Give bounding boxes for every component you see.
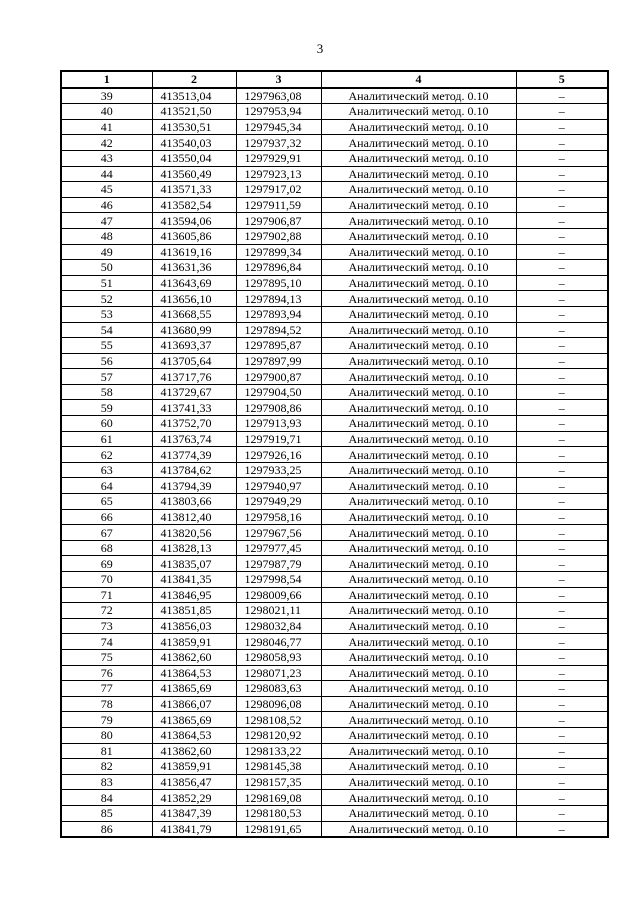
x-coordinate-cell: 413582,54	[152, 197, 236, 213]
table-row	[61, 696, 608, 712]
point-number-cell: 78	[61, 696, 152, 712]
point-number-cell: 52	[61, 291, 152, 307]
x-coordinate-cell: 413866,07	[152, 696, 236, 712]
method-cell: Аналитический метод. 0.10	[321, 338, 516, 354]
note-cell: –	[516, 104, 608, 120]
table-row	[61, 587, 608, 603]
point-number-cell: 48	[61, 228, 152, 244]
x-coordinate-cell: 413841,35	[152, 572, 236, 588]
x-coordinate-cell: 413668,55	[152, 306, 236, 322]
table-row	[61, 447, 608, 463]
point-number-cell: 77	[61, 681, 152, 697]
note-cell: –	[516, 322, 608, 338]
table-row	[61, 119, 608, 135]
note-cell: –	[516, 727, 608, 743]
y-coordinate-cell: 1297894,13	[236, 291, 321, 307]
note-cell: –	[516, 540, 608, 556]
table-row	[61, 166, 608, 182]
table-row	[61, 478, 608, 494]
y-coordinate-cell: 1298133,22	[236, 743, 321, 759]
method-cell: Аналитический метод. 0.10	[321, 587, 516, 603]
y-coordinate-cell: 1298169,08	[236, 790, 321, 806]
note-cell: –	[516, 369, 608, 385]
x-coordinate-cell: 413631,36	[152, 260, 236, 276]
table-row	[61, 291, 608, 307]
note-cell: –	[516, 431, 608, 447]
method-cell: Аналитический метод. 0.10	[321, 416, 516, 432]
table-row	[61, 821, 608, 837]
x-coordinate-cell: 413847,39	[152, 805, 236, 821]
table-row	[61, 603, 608, 619]
note-cell: –	[516, 228, 608, 244]
note-cell: –	[516, 260, 608, 276]
table-row	[61, 213, 608, 229]
table-row	[61, 743, 608, 759]
method-cell: Аналитический метод. 0.10	[321, 727, 516, 743]
table-row	[61, 104, 608, 120]
y-coordinate-cell: 1298120,92	[236, 727, 321, 743]
header-row	[61, 71, 608, 88]
note-cell: –	[516, 275, 608, 291]
x-coordinate-cell: 413784,62	[152, 462, 236, 478]
note-cell: –	[516, 291, 608, 307]
note-cell: –	[516, 681, 608, 697]
point-number-cell: 61	[61, 431, 152, 447]
method-cell: Аналитический метод. 0.10	[321, 213, 516, 229]
table-row	[61, 182, 608, 198]
y-coordinate-cell: 1297923,13	[236, 166, 321, 182]
x-coordinate-cell: 413605,86	[152, 228, 236, 244]
x-coordinate-cell: 413865,69	[152, 681, 236, 697]
y-coordinate-cell: 1297977,45	[236, 540, 321, 556]
method-cell: Аналитический метод. 0.10	[321, 135, 516, 151]
table-row	[61, 353, 608, 369]
table-row	[61, 790, 608, 806]
table-row	[61, 618, 608, 634]
table-row	[61, 369, 608, 385]
note-cell: –	[516, 572, 608, 588]
y-coordinate-cell: 1297929,91	[236, 150, 321, 166]
method-cell: Аналитический метод. 0.10	[321, 150, 516, 166]
method-cell: Аналитический метод. 0.10	[321, 119, 516, 135]
y-coordinate-cell: 1298145,38	[236, 759, 321, 775]
point-number-cell: 47	[61, 213, 152, 229]
method-cell: Аналитический метод. 0.10	[321, 306, 516, 322]
point-number-cell: 71	[61, 587, 152, 603]
note-cell: –	[516, 821, 608, 837]
point-number-cell: 81	[61, 743, 152, 759]
table-row	[61, 400, 608, 416]
note-cell: –	[516, 478, 608, 494]
y-coordinate-cell: 1297940,97	[236, 478, 321, 494]
point-number-cell: 44	[61, 166, 152, 182]
note-cell: –	[516, 150, 608, 166]
method-cell: Аналитический метод. 0.10	[321, 618, 516, 634]
method-cell: Аналитический метод. 0.10	[321, 509, 516, 525]
point-number-cell: 66	[61, 509, 152, 525]
point-number-cell: 43	[61, 150, 152, 166]
method-cell: Аналитический метод. 0.10	[321, 665, 516, 681]
method-cell: Аналитический метод. 0.10	[321, 228, 516, 244]
note-cell: –	[516, 88, 608, 104]
note-cell: –	[516, 525, 608, 541]
note-cell: –	[516, 587, 608, 603]
y-coordinate-cell: 1298191,65	[236, 821, 321, 837]
note-cell: –	[516, 306, 608, 322]
x-coordinate-cell: 413865,69	[152, 712, 236, 728]
note-cell: –	[516, 353, 608, 369]
point-number-cell: 51	[61, 275, 152, 291]
point-number-cell: 83	[61, 774, 152, 790]
note-cell: –	[516, 416, 608, 432]
method-cell: Аналитический метод. 0.10	[321, 88, 516, 104]
method-cell: Аналитический метод. 0.10	[321, 260, 516, 276]
method-cell: Аналитический метод. 0.10	[321, 322, 516, 338]
table-body	[61, 88, 608, 838]
note-cell: –	[516, 805, 608, 821]
method-cell: Аналитический метод. 0.10	[321, 384, 516, 400]
note-cell: –	[516, 759, 608, 775]
y-coordinate-cell: 1297937,32	[236, 135, 321, 151]
point-number-cell: 84	[61, 790, 152, 806]
point-number-cell: 49	[61, 244, 152, 260]
table-row	[61, 494, 608, 510]
x-coordinate-cell: 413571,33	[152, 182, 236, 198]
x-coordinate-cell: 413859,91	[152, 634, 236, 650]
y-coordinate-cell: 1297967,56	[236, 525, 321, 541]
x-coordinate-cell: 413864,53	[152, 665, 236, 681]
table-row	[61, 322, 608, 338]
x-coordinate-cell: 413741,33	[152, 400, 236, 416]
table-row	[61, 260, 608, 276]
x-coordinate-cell: 413560,49	[152, 166, 236, 182]
header-cell-5: 5	[516, 71, 608, 88]
x-coordinate-cell: 413752,70	[152, 416, 236, 432]
table-row	[61, 805, 608, 821]
method-cell: Аналитический метод. 0.10	[321, 197, 516, 213]
method-cell: Аналитический метод. 0.10	[321, 572, 516, 588]
y-coordinate-cell: 1297949,29	[236, 494, 321, 510]
point-number-cell: 62	[61, 447, 152, 463]
y-coordinate-cell: 1298058,93	[236, 649, 321, 665]
method-cell: Аналитический метод. 0.10	[321, 244, 516, 260]
note-cell: –	[516, 556, 608, 572]
x-coordinate-cell: 413513,04	[152, 88, 236, 104]
point-number-cell: 57	[61, 369, 152, 385]
note-cell: –	[516, 197, 608, 213]
point-number-cell: 41	[61, 119, 152, 135]
method-cell: Аналитический метод. 0.10	[321, 182, 516, 198]
y-coordinate-cell: 1297926,16	[236, 447, 321, 463]
x-coordinate-cell: 413693,37	[152, 338, 236, 354]
x-coordinate-cell: 413729,67	[152, 384, 236, 400]
method-cell: Аналитический метод. 0.10	[321, 649, 516, 665]
x-coordinate-cell: 413521,50	[152, 104, 236, 120]
point-number-cell: 76	[61, 665, 152, 681]
table-row	[61, 727, 608, 743]
point-number-cell: 70	[61, 572, 152, 588]
y-coordinate-cell: 1298083,63	[236, 681, 321, 697]
method-cell: Аналитический метод. 0.10	[321, 478, 516, 494]
y-coordinate-cell: 1298108,52	[236, 712, 321, 728]
y-coordinate-cell: 1298032,84	[236, 618, 321, 634]
note-cell: –	[516, 338, 608, 354]
point-number-cell: 85	[61, 805, 152, 821]
y-coordinate-cell: 1298071,23	[236, 665, 321, 681]
point-number-cell: 79	[61, 712, 152, 728]
table-row	[61, 634, 608, 650]
table-row	[61, 135, 608, 151]
x-coordinate-cell: 413717,76	[152, 369, 236, 385]
table-row	[61, 665, 608, 681]
y-coordinate-cell: 1297894,52	[236, 322, 321, 338]
table-row	[61, 509, 608, 525]
note-cell: –	[516, 774, 608, 790]
x-coordinate-cell: 413763,74	[152, 431, 236, 447]
method-cell: Аналитический метод. 0.10	[321, 556, 516, 572]
x-coordinate-cell: 413856,03	[152, 618, 236, 634]
y-coordinate-cell: 1297998,54	[236, 572, 321, 588]
point-number-cell: 50	[61, 260, 152, 276]
x-coordinate-cell: 413841,79	[152, 821, 236, 837]
note-cell: –	[516, 462, 608, 478]
x-coordinate-cell: 413812,40	[152, 509, 236, 525]
method-cell: Аналитический метод. 0.10	[321, 696, 516, 712]
x-coordinate-cell: 413859,91	[152, 759, 236, 775]
point-number-cell: 82	[61, 759, 152, 775]
x-coordinate-cell: 413643,69	[152, 275, 236, 291]
y-coordinate-cell: 1297917,02	[236, 182, 321, 198]
y-coordinate-cell: 1297911,59	[236, 197, 321, 213]
y-coordinate-cell: 1297893,94	[236, 306, 321, 322]
y-coordinate-cell: 1297895,87	[236, 338, 321, 354]
y-coordinate-cell: 1297908,86	[236, 400, 321, 416]
table-row	[61, 384, 608, 400]
point-number-cell: 69	[61, 556, 152, 572]
y-coordinate-cell: 1297900,87	[236, 369, 321, 385]
y-coordinate-cell: 1297945,34	[236, 119, 321, 135]
method-cell: Аналитический метод. 0.10	[321, 104, 516, 120]
note-cell: –	[516, 400, 608, 416]
note-cell: –	[516, 119, 608, 135]
point-number-cell: 46	[61, 197, 152, 213]
method-cell: Аналитический метод. 0.10	[321, 462, 516, 478]
x-coordinate-cell: 413862,60	[152, 649, 236, 665]
y-coordinate-cell: 1298096,08	[236, 696, 321, 712]
note-cell: –	[516, 634, 608, 650]
note-cell: –	[516, 712, 608, 728]
y-coordinate-cell: 1298180,53	[236, 805, 321, 821]
method-cell: Аналитический метод. 0.10	[321, 540, 516, 556]
table-row	[61, 88, 608, 104]
x-coordinate-cell: 413774,39	[152, 447, 236, 463]
point-number-cell: 75	[61, 649, 152, 665]
point-number-cell: 73	[61, 618, 152, 634]
note-cell: –	[516, 790, 608, 806]
y-coordinate-cell: 1297897,99	[236, 353, 321, 369]
x-coordinate-cell: 413594,06	[152, 213, 236, 229]
point-number-cell: 58	[61, 384, 152, 400]
header-cell-1: 1	[61, 71, 152, 88]
method-cell: Аналитический метод. 0.10	[321, 681, 516, 697]
x-coordinate-cell: 413862,60	[152, 743, 236, 759]
table-row	[61, 462, 608, 478]
table-row	[61, 712, 608, 728]
x-coordinate-cell: 413864,53	[152, 727, 236, 743]
note-cell: –	[516, 166, 608, 182]
method-cell: Аналитический метод. 0.10	[321, 805, 516, 821]
y-coordinate-cell: 1297913,93	[236, 416, 321, 432]
method-cell: Аналитический метод. 0.10	[321, 634, 516, 650]
table-row	[61, 556, 608, 572]
table-row	[61, 540, 608, 556]
point-number-cell: 59	[61, 400, 152, 416]
point-number-cell: 80	[61, 727, 152, 743]
x-coordinate-cell: 413852,29	[152, 790, 236, 806]
header-cell-4: 4	[321, 71, 516, 88]
point-number-cell: 86	[61, 821, 152, 837]
table-row	[61, 244, 608, 260]
method-cell: Аналитический метод. 0.10	[321, 447, 516, 463]
y-coordinate-cell: 1298021,11	[236, 603, 321, 619]
point-number-cell: 54	[61, 322, 152, 338]
note-cell: –	[516, 494, 608, 510]
method-cell: Аналитический метод. 0.10	[321, 400, 516, 416]
x-coordinate-cell: 413835,07	[152, 556, 236, 572]
header-cell-3: 3	[236, 71, 321, 88]
y-coordinate-cell: 1297933,25	[236, 462, 321, 478]
point-number-cell: 68	[61, 540, 152, 556]
y-coordinate-cell: 1297906,87	[236, 213, 321, 229]
table-row	[61, 774, 608, 790]
y-coordinate-cell: 1297963,08	[236, 88, 321, 104]
method-cell: Аналитический метод. 0.10	[321, 603, 516, 619]
note-cell: –	[516, 743, 608, 759]
y-coordinate-cell: 1297899,34	[236, 244, 321, 260]
note-cell: –	[516, 244, 608, 260]
y-coordinate-cell: 1298009,66	[236, 587, 321, 603]
y-coordinate-cell: 1297953,94	[236, 104, 321, 120]
note-cell: –	[516, 135, 608, 151]
method-cell: Аналитический метод. 0.10	[321, 759, 516, 775]
y-coordinate-cell: 1297902,88	[236, 228, 321, 244]
y-coordinate-cell: 1297958,16	[236, 509, 321, 525]
point-number-cell: 53	[61, 306, 152, 322]
x-coordinate-cell: 413856,47	[152, 774, 236, 790]
method-cell: Аналитический метод. 0.10	[321, 166, 516, 182]
point-number-cell: 56	[61, 353, 152, 369]
point-number-cell: 63	[61, 462, 152, 478]
table-row	[61, 649, 608, 665]
method-cell: Аналитический метод. 0.10	[321, 494, 516, 510]
note-cell: –	[516, 182, 608, 198]
x-coordinate-cell: 413705,64	[152, 353, 236, 369]
x-coordinate-cell: 413803,66	[152, 494, 236, 510]
note-cell: –	[516, 213, 608, 229]
header-cell-2: 2	[152, 71, 236, 88]
method-cell: Аналитический метод. 0.10	[321, 774, 516, 790]
method-cell: Аналитический метод. 0.10	[321, 431, 516, 447]
method-cell: Аналитический метод. 0.10	[321, 743, 516, 759]
table-row	[61, 572, 608, 588]
table-row	[61, 759, 608, 775]
note-cell: –	[516, 696, 608, 712]
page-number: 3	[316, 41, 324, 56]
method-cell: Аналитический метод. 0.10	[321, 291, 516, 307]
x-coordinate-cell: 413828,13	[152, 540, 236, 556]
y-coordinate-cell: 1297896,84	[236, 260, 321, 276]
method-cell: Аналитический метод. 0.10	[321, 353, 516, 369]
method-cell: Аналитический метод. 0.10	[321, 821, 516, 837]
table-row	[61, 681, 608, 697]
point-number-cell: 74	[61, 634, 152, 650]
method-cell: Аналитический метод. 0.10	[321, 790, 516, 806]
table-row	[61, 525, 608, 541]
table-row	[61, 416, 608, 432]
x-coordinate-cell: 413550,04	[152, 150, 236, 166]
y-coordinate-cell: 1297987,79	[236, 556, 321, 572]
point-number-cell: 72	[61, 603, 152, 619]
table-row	[61, 228, 608, 244]
x-coordinate-cell: 413794,39	[152, 478, 236, 494]
point-number-cell: 65	[61, 494, 152, 510]
x-coordinate-cell: 413540,03	[152, 135, 236, 151]
note-cell: –	[516, 665, 608, 681]
point-number-cell: 67	[61, 525, 152, 541]
note-cell: –	[516, 618, 608, 634]
method-cell: Аналитический метод. 0.10	[321, 525, 516, 541]
table-row	[61, 275, 608, 291]
x-coordinate-cell: 413680,99	[152, 322, 236, 338]
x-coordinate-cell: 413820,56	[152, 525, 236, 541]
table-header	[61, 71, 608, 88]
x-coordinate-cell: 413851,85	[152, 603, 236, 619]
coordinates-table	[60, 70, 609, 838]
table-row	[61, 306, 608, 322]
table-row	[61, 150, 608, 166]
point-number-cell: 45	[61, 182, 152, 198]
point-number-cell: 55	[61, 338, 152, 354]
point-number-cell: 64	[61, 478, 152, 494]
table-row	[61, 431, 608, 447]
y-coordinate-cell: 1297919,71	[236, 431, 321, 447]
table-row	[61, 197, 608, 213]
y-coordinate-cell: 1297895,10	[236, 275, 321, 291]
table-row	[61, 338, 608, 354]
note-cell: –	[516, 384, 608, 400]
x-coordinate-cell: 413656,10	[152, 291, 236, 307]
method-cell: Аналитический метод. 0.10	[321, 712, 516, 728]
method-cell: Аналитический метод. 0.10	[321, 275, 516, 291]
y-coordinate-cell: 1298046,77	[236, 634, 321, 650]
note-cell: –	[516, 447, 608, 463]
note-cell: –	[516, 509, 608, 525]
point-number-cell: 60	[61, 416, 152, 432]
x-coordinate-cell: 413619,16	[152, 244, 236, 260]
y-coordinate-cell: 1298157,35	[236, 774, 321, 790]
y-coordinate-cell: 1297904,50	[236, 384, 321, 400]
x-coordinate-cell: 413846,95	[152, 587, 236, 603]
note-cell: –	[516, 649, 608, 665]
point-number-cell: 39	[61, 88, 152, 104]
x-coordinate-cell: 413530,51	[152, 119, 236, 135]
method-cell: Аналитический метод. 0.10	[321, 369, 516, 385]
note-cell: –	[516, 603, 608, 619]
point-number-cell: 42	[61, 135, 152, 151]
point-number-cell: 40	[61, 104, 152, 120]
